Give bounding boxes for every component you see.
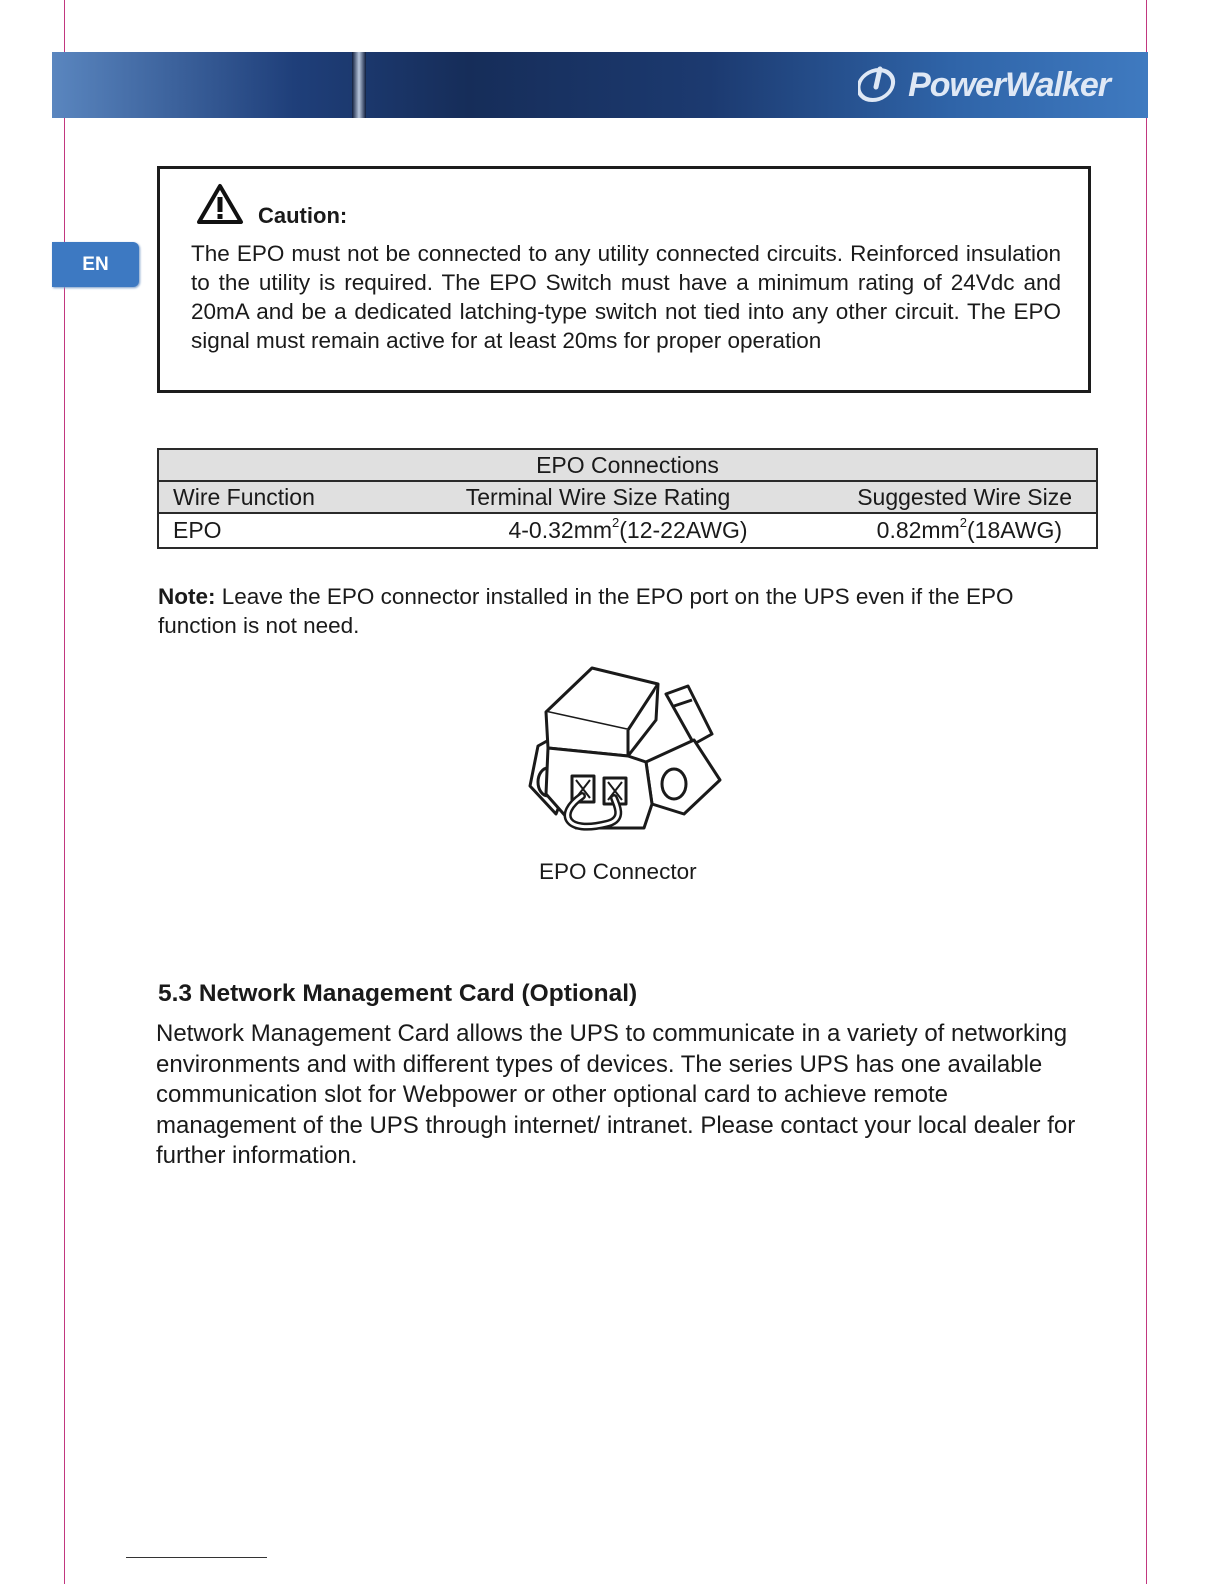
warning-icon <box>196 183 244 225</box>
header-wire-function: Wire Function <box>173 483 315 510</box>
note-paragraph <box>158 582 1078 640</box>
section-title: 5.3 Network Management Card (Optional) <box>158 980 638 1007</box>
figure-caption: EPO Connector <box>539 859 697 884</box>
table-title: EPO Connections <box>158 449 1097 481</box>
section-body: Network Management Card allows the UPS to communicate in a variety of networking environments and with different types of devices. The series UPS has one available communication slot for Webpower or other optional card to achieve remote management of the UPS through internet/ intranet. Please contact your local dealer for further information. <box>156 1020 1076 1169</box>
footer-rule <box>126 1557 267 1558</box>
left-margin-line <box>64 0 65 1584</box>
language-label: EN <box>82 253 109 275</box>
note-text: Leave the EPO connector installed in the EPO port on the UPS even if the EPO function is not need. <box>158 584 1014 638</box>
header-banner <box>52 52 1148 118</box>
power-logo-icon <box>858 65 902 105</box>
header-terminal-size: Terminal Wire Size Rating <box>465 483 731 510</box>
note-label: Note: <box>158 584 216 609</box>
epo-connections-table <box>157 448 1098 549</box>
brand-logo <box>858 62 1110 108</box>
caution-heading <box>196 183 348 228</box>
table-title-row <box>158 449 1097 481</box>
cell-wire-function: EPO <box>173 517 222 543</box>
header-divider <box>352 52 366 118</box>
language-tab[interactable] <box>52 242 139 287</box>
right-margin-line <box>1146 0 1147 1584</box>
epo-connector-illustration <box>516 664 726 834</box>
caution-text: The EPO must not be connected to any utility connected circuits. Reinforced insulation to the utility is required. The EPO Switch must have a minimum rating of 24Vdc and 20mA and be a dedicated latching-type switch not tied into any other circuit. The EPO signal must remain active for at least 20ms for proper operation <box>191 241 1061 353</box>
caution-box <box>157 166 1091 393</box>
table-header-row <box>158 481 1097 513</box>
cell-terminal-size: $4-0.32mm^2(12-22AWG)$ <box>508 515 748 543</box>
cell-suggested-size: $0.82mm^2(18AWG)$ <box>876 515 1062 543</box>
brand-name: PowerWalker <box>908 65 1110 104</box>
header-suggested-size: Suggested Wire Size <box>857 483 1072 510</box>
table-row <box>158 513 1097 548</box>
caution-title: Caution: <box>258 203 348 228</box>
